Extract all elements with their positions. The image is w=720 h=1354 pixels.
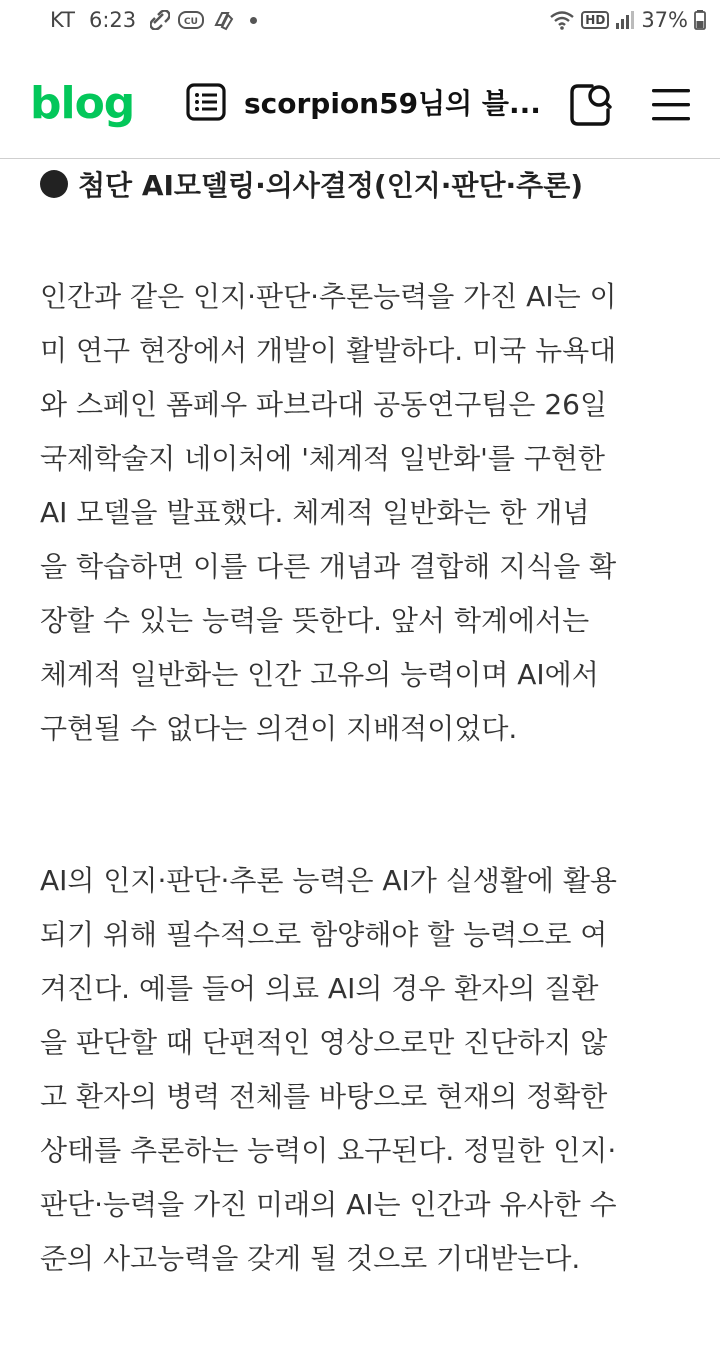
paragraph-line: 되기 위해 필수적으로 함양해야 할 능력으로 여 <box>40 918 608 951</box>
section-heading-text: 첨단 AI모델링·의사결정(인지·판단·추론) <box>78 169 584 202</box>
paragraph-2 <box>40 854 680 1286</box>
status-bar <box>0 0 720 44</box>
search-button[interactable] <box>568 82 614 132</box>
blog-logo[interactable]: blog <box>30 78 135 129</box>
blog-header <box>0 44 720 159</box>
carrier-label: KT <box>50 8 75 32</box>
status-right <box>549 8 706 32</box>
paragraph-1 <box>40 270 680 756</box>
paragraph-line: 준의 사고능력을 갖게 될 것으로 기대받는다. <box>40 1242 581 1275</box>
search-icon <box>568 82 614 128</box>
paragraph-line: AI의 인지·판단·추론 능력은 AI가 실생활에 활용 <box>40 864 617 897</box>
paragraph-line: AI 모델을 발표했다. 체계적 일반화는 한 개념 <box>40 496 590 529</box>
paragraph-line: 구현될 수 없다는 의견이 지배적이었다. <box>40 712 518 745</box>
section-heading <box>40 164 583 204</box>
bullet-icon <box>40 170 68 198</box>
menu-button[interactable] <box>652 88 690 126</box>
battery-icon <box>694 10 706 30</box>
signal-icon <box>615 10 635 30</box>
paragraph-line: 을 학습하면 이를 다른 개념과 결합해 지식을 확 <box>40 550 617 583</box>
paragraph-line: 체계적 일반화는 인간 고유의 능력이며 AI에서 <box>40 658 599 691</box>
paragraph-line: 고 환자의 병력 전체를 바탕으로 현재의 정확한 <box>40 1080 608 1113</box>
battery-percent: 37% <box>641 8 688 32</box>
svg-text:CU: CU <box>184 17 199 27</box>
hamburger-menu-icon <box>652 88 690 122</box>
notification-icons <box>150 9 257 31</box>
list-icon <box>186 83 226 121</box>
cu-app-icon <box>178 11 204 29</box>
paragraph-line: 국제학술지 네이처에 '체계적 일반화'를 구현한 <box>40 442 605 475</box>
paragraph-line: 인간과 같은 인지·판단·추론능력을 가진 AI는 이 <box>40 280 617 313</box>
wifi-icon <box>549 10 575 30</box>
link-icon <box>150 10 170 30</box>
paragraph-line: 판단·능력을 가진 미래의 AI는 인간과 유사한 수 <box>40 1188 617 1221</box>
paragraph-line: 와 스페인 폼페우 파브라대 공동연구팀은 26일 <box>40 388 607 421</box>
sync-app-icon <box>212 9 234 31</box>
paragraph-line: 미 연구 현장에서 개발이 활발하다. 미국 뉴욕대 <box>40 334 617 367</box>
paragraph-line: 을 판단할 때 단편적인 영상으로만 진단하지 않 <box>40 1026 608 1059</box>
blog-title: scorpion59님의 블... <box>244 87 541 120</box>
hd-voice-icon: HD <box>581 11 609 29</box>
time-label: 6:23 <box>88 8 137 32</box>
more-notifications-dot <box>250 17 257 24</box>
paragraph-line: 겨진다. 예를 들어 의료 AI의 경우 환자의 질환 <box>40 972 599 1005</box>
paragraph-line: 장할 수 있는 능력을 뜻한다. 앞서 학계에서는 <box>40 604 590 637</box>
paragraph-line: 상태를 추론하는 능력이 요구된다. 정밀한 인지· <box>40 1134 617 1167</box>
status-left <box>50 8 257 32</box>
blog-title-link[interactable] <box>186 82 541 122</box>
